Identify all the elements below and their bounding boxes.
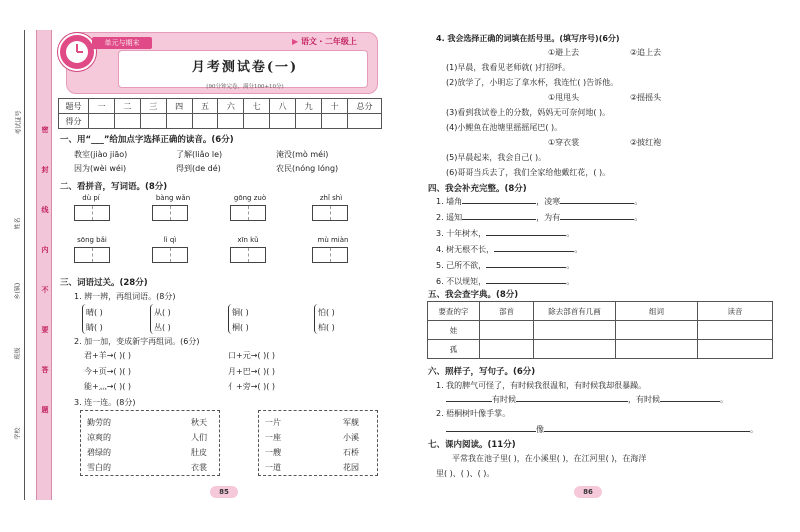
match-box-right [258, 410, 378, 476]
blank[interactable] [494, 251, 574, 252]
dict-cell[interactable] [480, 321, 534, 340]
brace [82, 304, 86, 334]
dict-cell[interactable] [698, 340, 773, 359]
q6-title: 五、我会查字典。(8分) [428, 290, 519, 300]
dict-header-cell: 读音 [698, 302, 773, 321]
seal-char: 答 [41, 366, 49, 374]
seal-char: 封 [41, 166, 49, 174]
q1-title: 一、用“___”给加点字选择正确的读音。(6分) [60, 135, 234, 145]
score-cell[interactable] [89, 114, 115, 129]
dict-header-cell: 要查的字 [428, 302, 480, 321]
dict-header-cell: 组词 [616, 302, 698, 321]
pinyin-label: lì qì [163, 236, 177, 244]
writing-box[interactable] [230, 205, 266, 221]
writing-box[interactable] [74, 205, 110, 221]
page-number-left: 85 [210, 486, 238, 498]
score-row [59, 114, 382, 129]
margin-line [24, 30, 25, 500]
score-header-cell: 七 [244, 99, 270, 114]
score-header-cell: 题号 [59, 99, 89, 114]
play-arrow-icon: ▶ [292, 37, 301, 46]
q7-example: 1. 我的脾气可怪了，有时候我很温和，有时候我却很暴躁。 [436, 381, 647, 390]
add-item: 君+羊→( )( ) [84, 351, 131, 360]
q4-sentence: (3)看到我试卷上的分数，妈妈无可奈何地( )。 [446, 108, 611, 117]
q4-title: 4. 我会选择正确的词填在括号里。(填写序号)(6分) [436, 34, 620, 43]
q5-line: 6. 不以规矩， 。 [436, 277, 575, 286]
dict-cell[interactable] [534, 340, 616, 359]
match-column: 秋天 人们 肚皮 衣裳 [191, 418, 207, 472]
q7-example: 2. 梧桐树叶像手掌。 [436, 409, 511, 418]
q1-item: 了解(liǎo le) [176, 150, 223, 159]
writing-box[interactable] [312, 247, 348, 263]
margin-region: 班级 [14, 347, 22, 360]
score-header-cell: 四 [166, 99, 192, 114]
add-item: 月+巴→( )( ) [228, 367, 275, 376]
brace [314, 304, 318, 334]
seal-char: 密 [41, 126, 49, 134]
score-header-cell: 一 [89, 99, 115, 114]
seal-line-strip [36, 30, 52, 500]
match-box-left [80, 410, 220, 476]
score-cell[interactable] [192, 114, 218, 129]
score-row-label: 得分 [59, 114, 89, 129]
blank[interactable] [462, 203, 536, 204]
q4-option: ②摇摇头 [630, 93, 662, 102]
writing-box[interactable] [152, 205, 188, 221]
q1-item: 农民(nóng lóng) [276, 164, 339, 173]
dict-cell[interactable] [698, 321, 773, 340]
score-cell[interactable] [296, 114, 322, 129]
writing-box[interactable] [74, 247, 110, 263]
brace [150, 304, 154, 334]
blank[interactable] [660, 401, 720, 402]
seal-char: 内 [41, 246, 49, 254]
q5-title: 四、我会补充完整。(8分) [428, 184, 527, 194]
word-group: 铜( ) 桐( ) [232, 308, 249, 332]
q1-item: 因为(wèi wéi) [74, 164, 127, 173]
q5-line: 1. 墙角 ，凌寒 。 [436, 197, 643, 206]
q4-sentence: (6)哥哥当兵去了，我们全家给他戴红花，( )。 [446, 168, 611, 177]
score-header-cell: 五 [192, 99, 218, 114]
q4-option: ①避上去 [548, 48, 580, 57]
match-column: 军舰 小溪 石桥 花园 [343, 418, 359, 472]
q3-part2: 2. 加一加，变成新字再组词。(6分) [74, 337, 200, 346]
blank[interactable] [544, 431, 750, 432]
q4-option: ①穿衣裳 [548, 138, 580, 147]
q4-option: ②披红袍 [630, 138, 662, 147]
word-group: 怕( ) 柏( ) [318, 308, 335, 332]
word-group: 晴( ) 睛( ) [86, 308, 103, 332]
dict-row [428, 321, 773, 340]
q8-line: 里( )、( )、( )。 [436, 469, 495, 478]
dict-cell[interactable] [480, 340, 534, 359]
score-cell[interactable] [140, 114, 166, 129]
q4-sentence: (4)小鲤鱼在池塘里摇摇尾巴( )。 [446, 123, 563, 132]
q3-part3: 3. 连一连。(8分) [74, 398, 136, 407]
blank[interactable] [486, 267, 566, 268]
score-header-cell: 十 [322, 99, 348, 114]
blank[interactable] [462, 219, 536, 220]
q1-item: 淹没(mò méi) [276, 150, 329, 159]
clock-icon [58, 33, 96, 71]
score-cell[interactable] [348, 114, 382, 129]
brace [228, 304, 232, 334]
pinyin-label: bàng wǎn [155, 194, 191, 202]
q4-option: ②追上去 [630, 48, 662, 57]
q5-line: 4. 树无根不长， 。 [436, 245, 583, 254]
subject-text: 语文・二年级上 [300, 37, 357, 46]
pinyin-label: sōng bǎi [77, 236, 107, 244]
q3-title: 三、词语过关。(28分) [60, 278, 148, 288]
blank[interactable] [560, 203, 634, 204]
score-header-cell: 八 [270, 99, 296, 114]
word-group: 从( ) 丛( ) [154, 308, 171, 332]
score-header-cell: 总分 [348, 99, 382, 114]
exam-note: (90分钟完卷，满分100+10分) [206, 84, 284, 90]
dict-header-cell: 除去部首有几画 [534, 302, 616, 321]
q7-line: 有时候 ，有时候 。 [446, 394, 728, 405]
score-cell[interactable] [244, 114, 270, 129]
blank[interactable] [486, 235, 566, 236]
score-cell[interactable] [166, 114, 192, 129]
pinyin-label: mù miàn [317, 236, 349, 244]
add-item: 口+元→( )( ) [228, 351, 275, 360]
score-header-cell: 二 [114, 99, 140, 114]
score-header-row [59, 99, 382, 114]
dict-row [428, 340, 773, 359]
q1-item: 得到(de dé) [176, 164, 221, 173]
writing-box[interactable] [230, 247, 266, 263]
margin-school: 学校 [14, 427, 22, 440]
q4-sentence: (5)早晨起来，我会自己( )。 [446, 153, 547, 162]
score-cell[interactable] [218, 114, 244, 129]
score-header-cell: 六 [218, 99, 244, 114]
q8-title: 七、课内阅读。(11分) [428, 440, 516, 450]
pinyin-label: gōng zuò [233, 194, 267, 202]
seal-char: 线 [41, 206, 49, 214]
blank[interactable] [446, 431, 536, 432]
writing-box[interactable] [312, 205, 348, 221]
blank[interactable] [446, 401, 492, 402]
match-column: 一片 一座 一艘 一道 [265, 418, 281, 472]
score-cell[interactable] [114, 114, 140, 129]
unit-tag: 单元与期末 [92, 37, 152, 49]
blank[interactable] [516, 401, 628, 402]
margin-name: 姓名 [14, 217, 22, 230]
margin-class: 乡(镇) [14, 282, 22, 300]
q2-title: 二、看拼音，写词语。(8分) [60, 182, 168, 192]
q7-line: 像 。 [446, 424, 758, 435]
dict-cell[interactable] [616, 321, 698, 340]
q5-line: 5. 己所不欲， 。 [436, 261, 575, 270]
add-item: 亻+旁→( )( ) [228, 382, 275, 391]
q3-part1: 1. 辨一辨，再组词语。(8分) [74, 292, 176, 301]
score-cell[interactable] [322, 114, 348, 129]
q4-sentence: (2)放学了，小明忘了拿水杯，我连忙( )告诉他。 [446, 78, 619, 87]
seal-char: 不 [41, 286, 49, 294]
page-title: 月考测试卷(一) [191, 60, 299, 75]
writing-box[interactable] [152, 247, 188, 263]
dict-char: 娃 [428, 321, 480, 340]
score-header-cell: 九 [296, 99, 322, 114]
pinyin-label: xīn kǔ [237, 236, 259, 244]
q1-item: 教室(jiào jiāo) [74, 150, 128, 159]
pinyin-label: dù pí [82, 194, 100, 202]
add-item: 能+灬→( )( ) [84, 382, 131, 391]
q7-title: 六、照样子，写句子。(6分) [428, 367, 536, 377]
page-number-right: 86 [574, 486, 602, 498]
subject-label [292, 36, 357, 47]
add-item: 今+页→( )( ) [84, 367, 131, 376]
seal-char: 要 [41, 326, 49, 334]
blank[interactable] [486, 283, 566, 284]
dict-header-cell: 部首 [480, 302, 534, 321]
dictionary-table [427, 301, 773, 359]
q5-line: 2. 遥知 ，为有 。 [436, 213, 643, 222]
q8-line: 平常我在池子里( )，在小溪里( )，在江河里( )，在海洋 [452, 454, 647, 463]
dict-header-row [428, 302, 773, 321]
q4-option: ①甩甩头 [548, 93, 580, 102]
dict-cell[interactable] [616, 340, 698, 359]
q5-line: 3. 十年树木， 。 [436, 229, 575, 238]
blank[interactable] [560, 219, 634, 220]
seal-char: 题 [41, 406, 49, 414]
score-cell[interactable] [270, 114, 296, 129]
match-column: 勤劳的 凉爽的 碧绿的 雪白的 [87, 418, 111, 472]
score-header-cell: 三 [140, 99, 166, 114]
q4-sentence: (1)早晨，我看见老师就( )打招呼。 [446, 63, 571, 72]
margin-exam-no: 考试证号 [15, 110, 23, 135]
dict-char: 孤 [428, 340, 480, 359]
score-table [58, 98, 382, 129]
dict-cell[interactable] [534, 321, 616, 340]
pinyin-label: zhǐ shì [319, 194, 343, 202]
